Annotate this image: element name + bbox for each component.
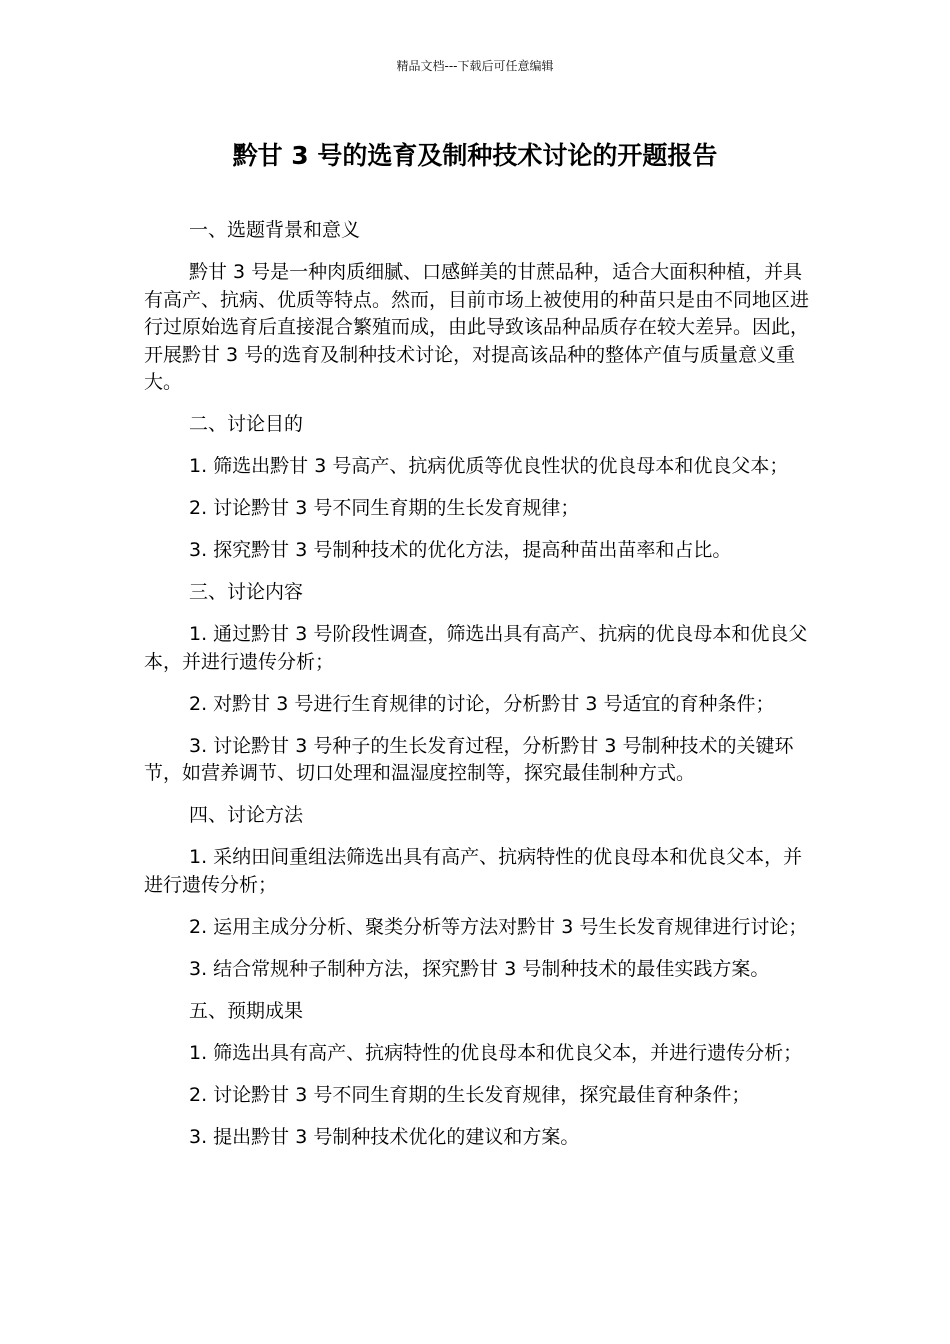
content-item-2: 2. 对黔甘 3 号进行生育规律的讨论，分析黔甘 3 号适宜的育种条件； bbox=[189, 692, 775, 715]
purpose-item-1: 1. 筛选出黔甘 3 号高产、抗病优质等优良性状的优良母本和优良父本； bbox=[189, 455, 789, 477]
background-paragraph: 黔甘 3 号是一种肉质细腻、口感鲜美的甘蔗品种，适合大面积种植，并具有高产、抗病、优质等特点。然而，目前市场上被使用的种苗只是由不同地区进行过原始选育后直接混合繁殖而成，由此导致该品种品质存在较大差异。因此，开展黔甘 3 号的选育及制种技术讨论，对提高该品种的整体产值与质量意义重大。 bbox=[144, 261, 810, 393]
content-item-1: 1. 通过黔甘 3 号阶段性调查，筛选出具有高产、抗病的优良母本和优良父本，并进行遗传分析； bbox=[144, 623, 808, 673]
purpose-item-2: 2. 讨论黔甘 3 号不同生育期的生长发育规律； bbox=[189, 497, 580, 519]
content-item-3: 3. 讨论黔甘 3 号种子的生长发育过程，分析黔甘 3 号制种技术的关键环节，如营养调节、切口处理和温湿度控制等，探究最佳制种方式。 bbox=[144, 734, 794, 784]
section-heading-outcomes: 五、预期成果 bbox=[189, 999, 304, 1022]
section-heading-methods: 四、讨论方法 bbox=[189, 804, 304, 826]
header-note: 精品文档---下载后可任意编辑 bbox=[396, 59, 554, 73]
document-title: 黔甘 3 号的选育及制种技术讨论的开题报告 bbox=[232, 141, 718, 170]
outcomes-item-2: 2. 讨论黔甘 3 号不同生育期的生长发育规律，探究最佳育种条件； bbox=[189, 1083, 751, 1106]
section-heading-content: 三、讨论内容 bbox=[189, 581, 304, 603]
methods-item-2: 2. 运用主成分分析、聚类分析等方法对黔甘 3 号生长发育规律进行讨论； bbox=[189, 915, 808, 938]
section-heading-background: 一、选题背景和意义 bbox=[189, 219, 361, 241]
outcomes-item-1: 1. 筛选出具有高产、抗病特性的优良母本和优良父本，并进行遗传分析； bbox=[189, 1041, 803, 1064]
outcomes-item-3: 3. 提出黔甘 3 号制种技术优化的建议和方案。 bbox=[189, 1125, 580, 1148]
methods-item-1: 1. 采纳田间重组法筛选出具有高产、抗病特性的优良母本和优良父本，并进行遗传分析； bbox=[144, 846, 803, 896]
document-body bbox=[144, 217, 810, 1166]
section-heading-purpose: 二、讨论目的 bbox=[189, 413, 304, 435]
methods-item-3: 3. 结合常规种子制种方法，探究黔甘 3 号制种技术的最佳实践方案。 bbox=[189, 957, 770, 980]
purpose-item-3: 3. 探究黔甘 3 号制种技术的优化方法，提高种苗出苗率和占比。 bbox=[189, 539, 732, 561]
